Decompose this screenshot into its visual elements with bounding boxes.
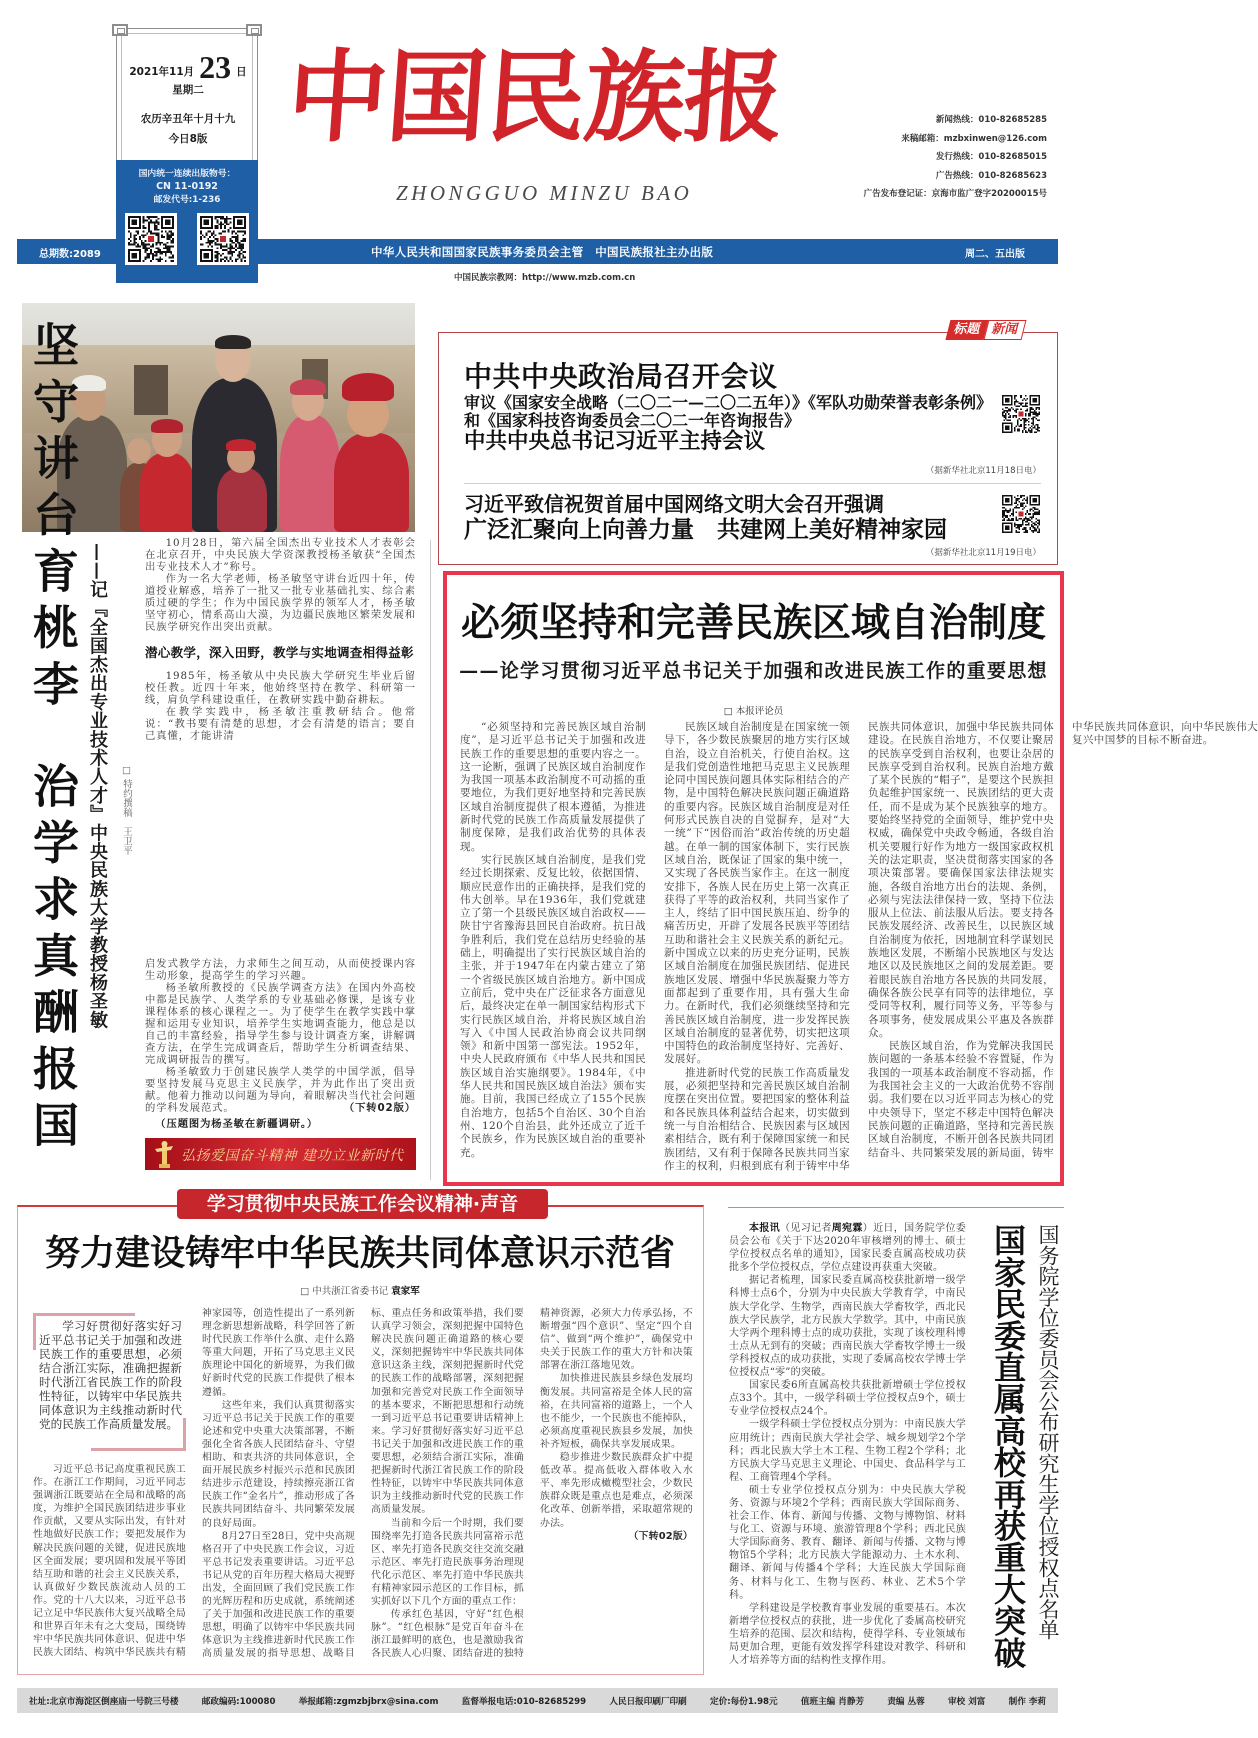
paragraph: 一级学科硕士学位授权点分别为：中南民族大学应用统计；西南民族大学社会学、城乡规划学2个学科；西北民族大学土木工程、生物工程2个学科；北方民族大学马克思主义理论、中国史、食品科学与工程、工商管理4个学科。 xyxy=(729,1419,966,1483)
footer-postcode: 邮政编码:100080 xyxy=(201,1696,276,1707)
ad-license: 广告发布登记证：京海市监广登字20200015号 xyxy=(863,189,1047,199)
footer-imprint xyxy=(17,1688,1058,1713)
distribution-hotline: 发行热线：010-82685015 xyxy=(935,152,1047,162)
byline-role: □ 中共浙江省委书记 xyxy=(300,1286,389,1297)
commentary-subtitle: ——论学习贯彻习近平总书记关于加强和改进民族工作的重要思想 xyxy=(459,660,1048,682)
news-source: （据新华社北京11月19日电） xyxy=(925,548,1041,558)
headline-news-tag xyxy=(945,320,1026,340)
byline-name: 袁家军 xyxy=(391,1286,420,1297)
footer-proofreader: 审校 刘富 xyxy=(947,1696,986,1707)
news-subheadline: 和《国家科技咨询委员会二〇二一年咨询报告》 xyxy=(464,411,801,430)
paragraph xyxy=(729,1222,966,1274)
footer-address: 社址:北京市海淀区倒座庙一号院三号楼 xyxy=(29,1696,179,1707)
news-source: （据新华社北京11月18日电） xyxy=(925,466,1041,476)
paragraph: 传承红色基因，守好“红色根脉”。“红色根脉”是党百年奋斗在浙江最鲜明的底色，也是激励我省各民族人心归聚、团结奋进的独特精神资源，必须大力传承弘扬，不断增强“四个意识”、坚定“四个自信”、做到“两个维护”，确保党中央关于民族工作的重大方针和决策部署在浙江落地见效。 xyxy=(371,1308,693,1660)
serial-number-panel xyxy=(116,160,258,283)
date-frame xyxy=(116,28,258,160)
footer-report-email: 举报邮箱:zgmzbjbrx@sina.com xyxy=(298,1696,439,1707)
paragraph: 稳步推进少数民族群众扩中提低改革。提高低收入群体收入水平、率先形成橄榄型社会，少数民族群众既是重点也是难点，必须深化改革、创新举措，采取超常规的办法。 xyxy=(540,1452,693,1529)
paragraph: 这些年来，我们认真贯彻落实习近平总书记关于民族工作的重要论述和党中央重大决策部署，不断强化全省各族人民团结奋斗、守望相助、和衷共济的共同体意识，全面开展民族乡村振兴示范和民族团结进步示范建设，持续擦亮浙江省民族工作“金名片”，推动形成了各民族共同团结奋斗、共同繁荣发展的良好局面。 xyxy=(202,1399,355,1529)
paragraph: 实行民族区域自治制度，是我们党经过长期探索、反复比较，依据国情、顺应民意作出的正确抉择，是我们党的伟大创举。早在1936年，我们党就建立了第一个县级民族区域自治政权——陕甘宁省豫海县回民自治政府。抗日战争胜利后，我们党在总结历史经验的基础上，明确提出了实行民族区域自治的主张，并于1947年在内蒙古建立了第一个省级民族区域自治地方。新中国成立前后，党中央在广泛征求各方面意见后，最终决定在单一制国家结构形式下实行民族区域自治，并将民族区域自治写入《中国人民政治协商会议共同纲领》和新中国第一部宪法。1952年，中央人民政府颁布《中华人民共和国民族区域自治实施纲要》。1984年，《中华人民共和国民族区域自治法》颁布实施。目前，我国已经成立了155个民族自治地方，包括5个自治区、30个自治州、120个自治县，此外还成立了近千个民族乡，作为民族区域自治的重要补充。 xyxy=(460,853,646,1159)
photo-caption: （压题图为杨圣敏在新疆调研。） xyxy=(155,1118,319,1130)
qr-code xyxy=(1000,493,1042,535)
issue-total: 总期数:2089 xyxy=(39,249,101,260)
pages-today: 今日8版 xyxy=(168,133,208,145)
qr-pattern xyxy=(128,216,174,262)
tag-label-primary: 标题 xyxy=(945,320,988,340)
cn-number: CN 11-0192 xyxy=(156,181,218,192)
paragraph: 加快推进民族县乡绿色发展均衡发展。共同富裕是全体人民的富裕，在共同富裕的道路上，一个人也不能少，一个民族也不能掉队，必须高度重视民族县乡发展，加快补齐短板，确保共享发展成果。 xyxy=(540,1373,693,1450)
paragraph: 杨圣敏所教授的《民族学调查方法》在国内外高校中都是民族学、人类学系的专业基础必修课，是该专业课程体系的核心课程之一。为了使学生在教学实践中掌握和运用专业知识，培养学生实地调查能力，他总是以自己的丰富经验，指导学生参与设计调查方案，讲解调查方法，在学生完成调查后，帮助学生分析调查结果、完成调研报告的撰写。 xyxy=(145,982,416,1066)
article-title: 努力建设铸牢中华民族共同体意识示范省 xyxy=(44,1233,675,1274)
huabiao-icon xyxy=(151,1140,177,1168)
feature-subtitle: ——记『全国杰出专业技术人才』中央民族大学教授杨圣敏 xyxy=(87,543,108,1030)
paragraph: 据记者梳理，国家民委直属高校获批新增一级学科博士点6个，分别为中央民族大学教育学，中南民族大学化学、生物学，西南民族大学畜牧学，西北民族大学民族学，北方民族大学数学。其中，中南民族大学两个理科博士点的成功获批，实现了该校理科博士点从无到有的突破；西南民族大学畜牧学博士一级学科授权点的成功获批，实现了委属高校农学博士学位授权点“零”的突破。 xyxy=(729,1275,966,1379)
paragraph: “必须坚持和完善民族区域自治制度”，是习近平总书记关于加强和改进民族工作的重要思想的重要内容之一。这一论断，强调了民族区域自治制度作为我国一项基本政治制度不可动摇的重要地位，为我们更好地坚持和完善民族区域自治制度提供了根本遵循，为推进新时代党的民族工作高质量发展提供了制度保障，是我们政治优势的具体表现。 xyxy=(460,721,646,853)
paragraph: 10月28日，第六届全国杰出专业技术人才表彰会在北京召开，中央民族大学资深教授杨圣敏获“全国杰出专业技术人才”称号。 xyxy=(145,537,416,573)
commentary-body xyxy=(460,721,1258,1176)
feature-headline-part1: 坚守讲台育桃李 xyxy=(26,321,80,717)
news-subheadline: 中共中央总书记习近平主持会议 xyxy=(464,429,766,454)
feature-headline-part2: 治学求真酬报国 xyxy=(26,762,80,1158)
footer-report-phone: 监督举报电话:010-82685299 xyxy=(461,1696,587,1707)
footer-printer: 人民日报印刷厂印刷 xyxy=(609,1696,687,1707)
degree-article-body xyxy=(729,1222,966,1670)
qr-code xyxy=(1000,393,1042,435)
commentary-box xyxy=(443,571,1258,1186)
paragraph: 在教学实践中，杨圣敏注重教研结合。他常说：“教书要有清楚的思想，才会有清楚的语言；要自己真懂，才能讲清 xyxy=(145,706,416,742)
paragraph: 国家民委6所直属高校共获批新增硕士学位授权点33个。其中，一级学科硕士学位授权点9个，硕士专业学位授权点24个。 xyxy=(729,1380,966,1418)
date-year-month: 2021年11月 xyxy=(129,66,195,78)
article-byline xyxy=(18,1283,702,1297)
commentary-byline: □ 本报评论员 xyxy=(723,706,784,717)
footer-chief-editor: 值班主编 肖静芳 xyxy=(800,1696,865,1707)
paragraph: 杨圣敏致力于创建民族学人类学的中国学派，倡导要坚持发展马克思主义民族学，并为此作出了突出贡献。他着力推动以问题为导向，着眼解决当代社会问题的学科发展范式。 xyxy=(145,1066,416,1114)
paragraph: 作为一名大学老师，杨圣敏坚守讲台近四十年，传道授业解惑，培养了一批又一批专业基础扎实、综合素质过硬的学生；作为中国民族学界的领军人才，杨圣敏坚守初心，情系高山大漠，为边疆民族地区繁荣发展和民族学研究作出突出贡献。 xyxy=(145,573,416,633)
tag-label-secondary: 新闻 xyxy=(983,320,1026,340)
qr-code xyxy=(197,213,249,265)
feature-subheading: 潜心教学，深入田野，教学与实地调查相得益彰 xyxy=(145,645,414,660)
paragraph: 8月27日至28日，党中央高规格召开了中央民族工作会议，习近平总书记发表重要讲话。习近平总书记从党的百年历程大格局大视野出发，全面回顾了我们党民族工作的光辉历程和历史成就，系统阐述了关于加强和改进民族工作的重要思想，明确了以铸牢中华民族共同体意识为主线推进新时代民族工作高质量发展的指导思想、战略目标、重点任务和政策举措，我们要认真学习领会，深刻把握中国特色解决民族问题正确道路的核心要义，深刻把握铸牢中华民族共同体意识这条主线，深刻把握新时代党的民族工作的战略部署，深刻把握加强和完善党对民族工作全面领导的基本要求，不断把思想和行动统一到习近平总书记重要讲话精神上来。学习好贯彻好落实好习近平总书记关于加强和改进民族工作的重要思想，必须结合浙江实际，准确把握新时代浙江省民族工作的阶段性特征，以铸牢中华民族共同体意识为主线推动新时代党的民族工作高质量发展。 xyxy=(202,1308,524,1660)
newspaper-title-pinyin: ZHONGGUO MINZU BAO xyxy=(396,181,693,205)
paragraph: 民族区域自治，作为党解决我国民族问题的一条基本经验不容置疑，作为我国的一项基本政治制度不容动摇，作为我国社会主义的一大政治优势不容削弱。我们要在以习近平同志为核心的党中央领导下，坚定不移走中国特色解决民族问题的正确道路，坚持和完善民族区域自治制度，不断开创各民族共同团结奋斗、共同繁荣发展的新局面，铸牢中华民族共同体意识，向中华民族伟大复兴中国梦的目标不断奋进。 xyxy=(868,721,1258,1159)
paragraph: 1985年，杨圣敏从中央民族大学研究生毕业后留校任教。近四十年来，他始终坚持在教学、科研第一线，肩负学科建设重任，在教研实践中勤奋耕耘。 xyxy=(145,670,416,706)
submission-email: 来稿邮箱：mzbxinwen@126.com xyxy=(901,133,1047,144)
degree-article-headline: 国家民委直属高校再获重大突破 xyxy=(989,1224,1027,1668)
commentary-title: 必须坚持和完善民族区域自治制度 xyxy=(460,600,1046,646)
news-subheadline: 广泛汇聚向上向善力量 共建网上美好精神家园 xyxy=(464,516,947,543)
paragraph: 启发式教学方法，力求师生之间互动，从而使授课内容生动形象，提高学生的学习兴趣。 xyxy=(145,958,416,982)
qr-pattern xyxy=(1002,495,1040,533)
feature-byline: □ 特约撰稿 王卫平 xyxy=(121,765,132,856)
continued-on-page: （下转02版） xyxy=(343,1102,416,1114)
section-rule xyxy=(728,1207,1064,1208)
column-divider xyxy=(430,540,431,1180)
footer-production: 制作 李莉 xyxy=(1008,1696,1046,1707)
photo-doorway xyxy=(134,365,168,415)
banner-ad xyxy=(145,1138,416,1170)
feature-body-top xyxy=(145,537,416,742)
qr-pattern xyxy=(200,216,246,262)
feature-body xyxy=(145,537,416,1130)
weekday: 星期二 xyxy=(172,84,204,96)
article-lead: 学习好贯彻好落实好习近平总书记关于加强和改进民族工作的重要思想，必须结合浙江实际，准确把握新时代浙江省民族工作的阶段性特征，以铸牢中华民族共同体意识为主线推动新时代党的民族工作高质量发展。 xyxy=(39,1319,182,1431)
ad-hotline: 广告热线：010-82685623 xyxy=(935,170,1047,181)
publication-schedule: 周二、五出版 xyxy=(965,249,1025,260)
footer-price: 定价:每份1.98元 xyxy=(710,1696,778,1707)
date-day: 23 xyxy=(199,49,232,85)
reporter-name: 周宛霖 xyxy=(831,1223,863,1234)
lead-text: 近日，国务院学位委员会公布《关于下达2020年审核增列的博士、硕士学位授权点名单的通知》，国家民委直属高校成功获批多个学位授权点，学位点建设再获重大突破。 xyxy=(729,1223,966,1274)
paragraph: 当前和今后一个时期，我们要围绕率先打造各民族共同富裕示范区、率先打造各民族交往交流交融示范区、率先打造民族事务治理现代化示范区、率先打造中华民族共有精神家园示范区的工作目标，抓实抓好以下几个方面的重点工作： xyxy=(371,1517,524,1608)
date-day-suffix: 日 xyxy=(236,66,247,78)
date-box xyxy=(116,28,258,283)
banner-slogan: 弘扬爱国奋斗精神 建功立业新时代 xyxy=(181,1148,404,1164)
news-separator xyxy=(464,483,1041,484)
frame-ornament-icon xyxy=(112,24,128,36)
issue-date xyxy=(117,49,259,86)
postal-code: 邮发代号:1-236 xyxy=(153,195,221,205)
serial-label: 国内统一连续出版物号： xyxy=(138,169,236,179)
newspaper-title-logo: 中国民族报 xyxy=(283,38,788,156)
feature-body-bottom xyxy=(145,958,416,1130)
continued-on-page: （下转02版） xyxy=(628,1530,693,1542)
article-lead-box xyxy=(33,1313,186,1451)
zhejiang-article xyxy=(17,1205,704,1675)
frame-ornament-icon xyxy=(246,24,262,36)
dateline: 本报讯 xyxy=(749,1223,781,1234)
lunar-date: 农历辛丑年十月十九 xyxy=(140,113,236,125)
news-hotline: 新闻热线：010-82685285 xyxy=(935,115,1047,125)
paragraph: 学科建设是学校教育事业发展的重要基石。本次新增学位授权点的获批，进一步优化了委属高校研究生培养的范围、层次和结构，使得学科、专业领域布局更加合理，更能有效发挥学科建设对教学、科研和人才培养等方面的结构性支撑作用。 xyxy=(729,1602,966,1667)
qr-code xyxy=(125,213,177,265)
headline-news-box xyxy=(438,322,1058,565)
paragraph: 习近平总书记高度重视民族工作。在浙江工作期间，习近平同志强调浙江既要站在全局和战略的高度，为维护全国民族团结进步事业作贡献，又要从实际出发，有针对性地做好民族工作；要把发展作为解决民族问题的关键，促进民族地区全面发展；要巩固和发展平等团结互助和谐的社会主义民族关系，认真做好少数民族流动人员的工作。党的十八大以来，习近平总书记立足中华民族伟大复兴战略全局和世界百年未有之大变局，围绕铸牢中华民族共同体意识、促进中华民族大团结、构筑中华民族共有精神家园等，创造性提出了一系列新理念新思想新战略，科学回答了新时代民族工作举什么旗、走什么路等重大问题，开拓了马克思主义民族理论中国化的新境界，为我们做好新时代党的民族工作提供了根本遵循。 xyxy=(33,1308,355,1659)
reporter-prefix: （见习记者 xyxy=(780,1223,832,1234)
footer-editor: 责编 丛蓉 xyxy=(887,1696,925,1707)
website-line: 中国民族宗教网：http://www.mzb.com.cn xyxy=(454,273,636,283)
news-headline: 中共中央政治局召开会议 xyxy=(464,360,778,393)
section-tag: 学习贯彻中央民族工作会议精神·声音 xyxy=(177,1189,548,1219)
news-subheadline: 审议《国家安全战略（二〇二一—二〇二五年）》《军队功勋荣誉表彰条例》 xyxy=(464,393,993,412)
reporter-suffix: ） xyxy=(862,1223,874,1234)
paragraph: 硕士专业学位授权点分别为：中央民族大学税务、资源与环境2个学科；西南民族大学国际商务、社会工作、体育、新闻与传播、文物与博物馆、材料与化工、资源与环境、旅游管理8个学科；西北民族大学国际商务、教育、翻译、新闻与传播、文物与博物馆5个学科；北方民族大学能源动力、土木水利、翻译、新闻与传播4个学科；大连民族大学国际商务、材料与化工、生物与医药、林业、艺术5个学科。 xyxy=(729,1484,966,1601)
paragraph: 民族区域自治制度是在国家统一领导下，各少数民族聚居的地方实行区域自治，设立自治机关，行使自治权。这是我们党创造性地把马克思主义民族理论同中国民族问题具体实际相结合的产物，是中国特色解决民族问题正确道路的重要内容。民族区域自治制度是对任何形式民族自决的自觉摒弃，是对“大一统”下“因俗而治”政治传统的历史超越。在单一制的国家体制下，实行民族区域自治，既保证了国家的集中统一，又实现了各民族当家作主。在这一制度安排下，各族人民在历史上第一次真正获得了平等的政治权利，共同当家作了主人，终结了旧中国民族压迫、纷争的痛苦历史，开辟了发展各民族平等团结互助和谐社会主义民族关系的新纪元。新中国成立以来的历史充分证明，民族区域自治制度在加强民族团结、促进民族地区发展、增强中华民族凝聚力等方面都起到了重要作用，具有强大生命力。在新时代，我们必须继续坚持和完善民族区域自治制度，进一步发挥民族区域自治制度的显著优势，切实把这项中国特色的政治制度坚持好、完善好、发展好。 xyxy=(664,721,850,1066)
publisher-line: 中华人民共和国国家民族事务委员会主管 中国民族报社主办出版 xyxy=(371,245,714,259)
degree-article-subtitle: 国务院学位委员会公布研究生学位授权点名单 xyxy=(1036,1224,1060,1641)
paragraph: 推进新时代党的民族工作高质量发展，必须把坚持和完善民族区域自治制度摆在突出位置。要把国家的整体利益和各民族具体利益结合起来，切实做到统一与自治相结合、民族因素与区域因素相结合，既有利于保障国家统一和民族团结，又有利于保障各民族共同当家作主的权利，归根到底有利于铸牢中华民族共同体意识，加强中华民族共同体建设。在民族自治地方，不仅要让聚居的民族享受到自治权利，也要让杂居的民族享受到自治权利。民族自治地方戴了某个民族的“帽子”，是要这个民族担负起维护国家统一、民族团结的更大责任，而不是成为某个民族独享的地方。要始终坚持党的全面领导，维护党中央权威，确保党中央政令畅通，各级自治机关要履行好作为地方一级国家政权机关的法定职责，坚决贯彻落实国家的各项决策部署。要确保国家法律法规实施，各级自治地方出台的法规、条例，必须与宪法法律保持一致，坚持下位法服从上位法、前法服从后法。要支持各民族发展经济、改善民生，以民族区域自治制度为依托，因地制宜科学谋划民族地区发展，不断缩小民族地区与发达地区以及民族地区之间的发展差距。要着眼民族自治地方各民族的共同发展，确保各族公民享有同等的法律地位，享受同等权利，履行同等义务，平等参与各项事务，使发展成果公平惠及各族群众。 xyxy=(664,721,1054,1172)
news-headline: 习近平致信祝贺首届中国网络文明大会召开强调 xyxy=(464,492,884,516)
qr-pattern xyxy=(1002,395,1040,433)
article-body xyxy=(33,1307,693,1665)
contact-info xyxy=(864,111,1047,204)
